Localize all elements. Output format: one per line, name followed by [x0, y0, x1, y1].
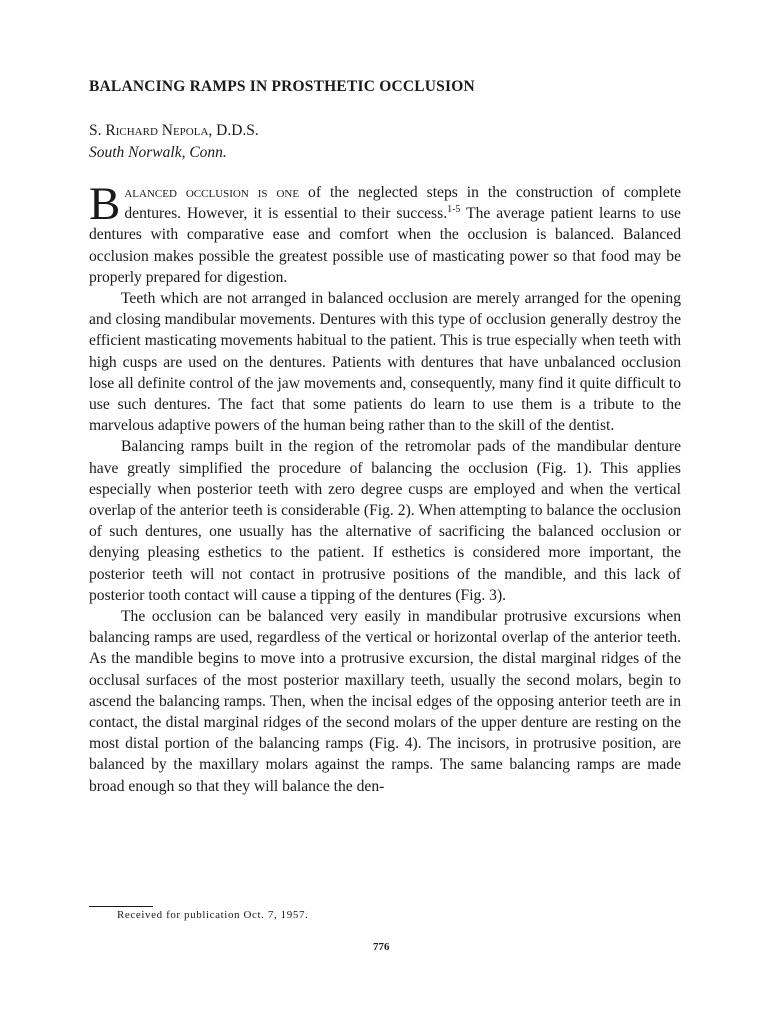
article-page: [89, 76, 681, 797]
article-title: BALANCING RAMPS IN PROSTHETIC OCCLUSION: [89, 78, 475, 95]
footnote-rule: [89, 906, 153, 907]
paragraph-3: Balancing ramps built in the region of the retromolar pads of the mandibular denture have greatly simplified the procedure of balancing the occlusion (Fig. 1). This applies especially when posterior teeth with zero degree cusps are employed and when the vertical overlap of the anterior teeth is considerable (Fig. 2). When attempting to balance the occlusion of such dentures, one usually has the alternative of sacrificing the balanced occlusion or denying pleasing esthetics to the patient. If esthetics is considered more important, the posterior teeth will not contact in protrusive positions of the mandible, and this lack of posterior tooth contact will cause a tipping of the dentures (Fig. 3).: [89, 438, 681, 604]
paragraph-1-text-a: of the neglected steps in the construction of complete dentures. However, it is essential to their success.: [124, 184, 681, 223]
drop-cap: B: [89, 178, 121, 230]
page-number: 776: [373, 941, 390, 953]
author-line: [89, 120, 681, 142]
author-affiliation: South Norwalk, Conn.: [89, 144, 227, 161]
paragraph-4: The occlusion can be balanced very easily in mandibular protrusive excursions when balancing ramps are used, regardless of the vertical or horizontal overlap of the anterior teeth. As the mandible begins to move into a protrusive excursion, the distal marginal ridges of the occlusal surfaces of the most posterior maxillary teeth, usually the second molars, begin to ascend the balancing ramps. Then, when the incisal edges of the opposing anterior teeth are in contact, the distal marginal ridges of the second molars of the upper denture are resting on the most distal portion of the balancing ramps (Fig. 4). The incisors, in protrusive position, are balanced by the maxillary molars against the ramps. The same balancing ramps are made broad enough so that they will balance the den-: [89, 608, 681, 795]
opening-small-caps: alanced occlusion is one: [124, 184, 300, 201]
paragraph-1: [89, 178, 681, 288]
paragraph-2: Teeth which are not arranged in balanced occlusion are merely arranged for the opening and closing mandibular movements. Dentures with this type of occlusion generally destroy the efficient masticating movements habitual to the patient. This is true especially when teeth with high cusps are used on the dentures. Patients with dentures that have unbalanced occlusion lose all definite control of the jaw movements and, consequently, many find it quite difficult to use such dentures. The fact that some patients do learn to use them is a tribute to the marvelous adaptive powers of the human being rather than to the skill of the dentist.: [89, 290, 681, 435]
author-initial: S.: [89, 122, 106, 139]
author-degree: , D.D.S.: [208, 122, 259, 139]
author-name: Richard Nepola: [105, 122, 209, 139]
article-body: [89, 178, 681, 797]
paragraph-1-text-b: The average patient learns to use dentures with comparative ease and comfort when the occlusion is balanced. Balanced occlusion makes possible the greatest possible use of masticating power so that food may be properly prepared for digestion.: [89, 205, 681, 286]
citation-superscript: 1-5: [447, 204, 461, 216]
footnote: Received for publication Oct. 7, 1957.: [117, 909, 309, 921]
